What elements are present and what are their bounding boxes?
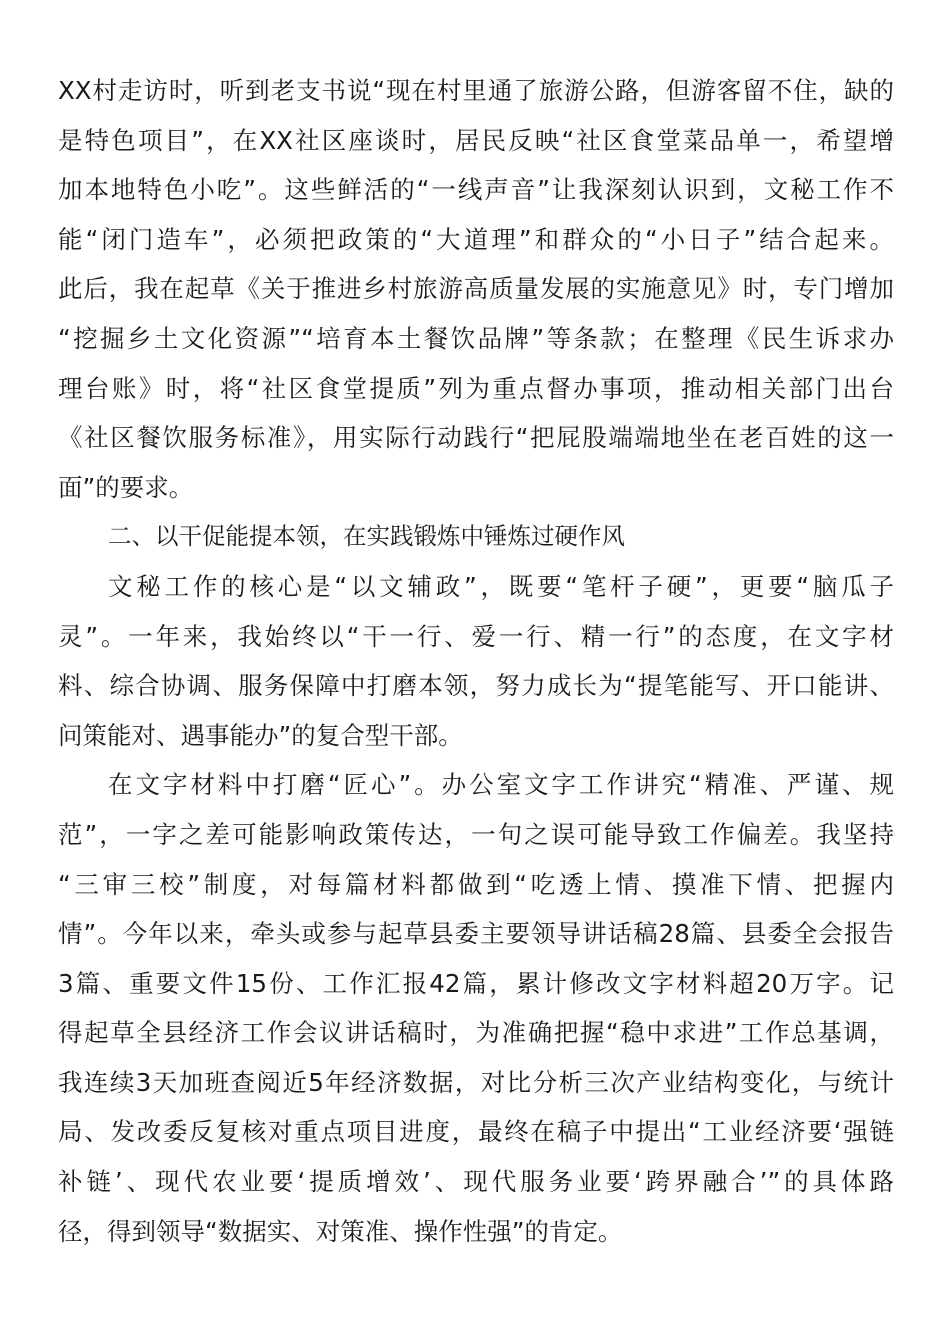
text-line: 问策能对、遇事能办”的复合型干部。 [58, 720, 463, 750]
text-line: 面”的要求。 [58, 472, 194, 502]
text-line: “挖掘乡土文化资源”“培育本土餐饮品牌”等条款；在整理《民生诉求办 [58, 323, 894, 353]
text-line: 此后，我在起草《关于推进乡村旅游高质量发展的实施意见》时，专门增加 [58, 274, 894, 304]
section-heading [58, 512, 894, 562]
paragraph-core-of-secretarial-work [58, 562, 894, 760]
text-line: 文秘工作的核心是“以文辅政”，既要“笔杆子硬”，更要“脑瓜子 [108, 571, 894, 601]
text-line: 得起草全县经济工作会议讲话稿时，为准确把握“稳中求进”工作总基调， [58, 1018, 894, 1048]
heading-line: 二、以干促能提本领，在实践锻炼中锤炼过硬作风 [108, 522, 625, 551]
text-line: 能“闭门造车”，必须把政策的“大道理”和群众的“小日子”结合起来。 [58, 224, 894, 254]
paragraph-village-visit [58, 66, 894, 512]
text-line: XX村走访时，听到老支书说“现在村里通了旅游公路，但游客留不住，缺的 [58, 76, 894, 105]
text-line: 3篇、重要文件15份、工作汇报42篇，累计修改文字材料超20万字。记 [58, 968, 894, 998]
text-line: 加本地特色小吃”。这些鲜活的“一线声音”让我深刻认识到，文秘工作不 [58, 175, 894, 205]
text-line: 径，得到领导“数据实、对策准、操作性强”的肯定。 [58, 1216, 623, 1246]
text-line: 是特色项目”，在XX社区座谈时，居民反映“社区食堂菜品单一，希望增 [58, 125, 894, 155]
text-line: “三审三校”制度，对每篇材料都做到“吃透上情、摸准下情、把握内 [58, 869, 894, 899]
text-line: 《社区餐饮服务标准》，用实际行动践行“把屁股端端地坐在老百姓的这一 [58, 423, 894, 453]
text-line: 范”，一字之差可能影响政策传达，一句之误可能导致工作偏差。我坚持 [58, 819, 894, 849]
text-line: 情”。今年以来，牵头或参与起草县委主要领导讲话稿28篇、县委全会报告 [58, 919, 894, 949]
paragraph-writing-craftsmanship [58, 760, 894, 1256]
text-line: 局、发改委反复核对重点项目进度，最终在稿子中提出“工业经济要‘强链 [58, 1117, 894, 1147]
text-line: 补链’、现代农业要‘提质增效’、现代服务业要‘跨界融合’”的具体路 [58, 1167, 894, 1197]
text-line: 料、综合协调、服务保障中打磨本领，努力成长为“提笔能写、开口能讲、 [58, 671, 894, 701]
text-line: 我连续3天加班查阅近5年经济数据，对比分析三次产业结构变化，与统计 [58, 1067, 894, 1097]
text-line: 理台账》时，将“社区食堂提质”列为重点督办事项，推动相关部门出台 [58, 373, 894, 403]
text-line: 灵”。一年来，我始终以“干一行、爱一行、精一行”的态度，在文字材 [58, 621, 894, 651]
text-line: 在文字材料中打磨“匠心”。办公室文字工作讲究“精准、严谨、规 [108, 770, 894, 800]
document-page [58, 66, 894, 1256]
